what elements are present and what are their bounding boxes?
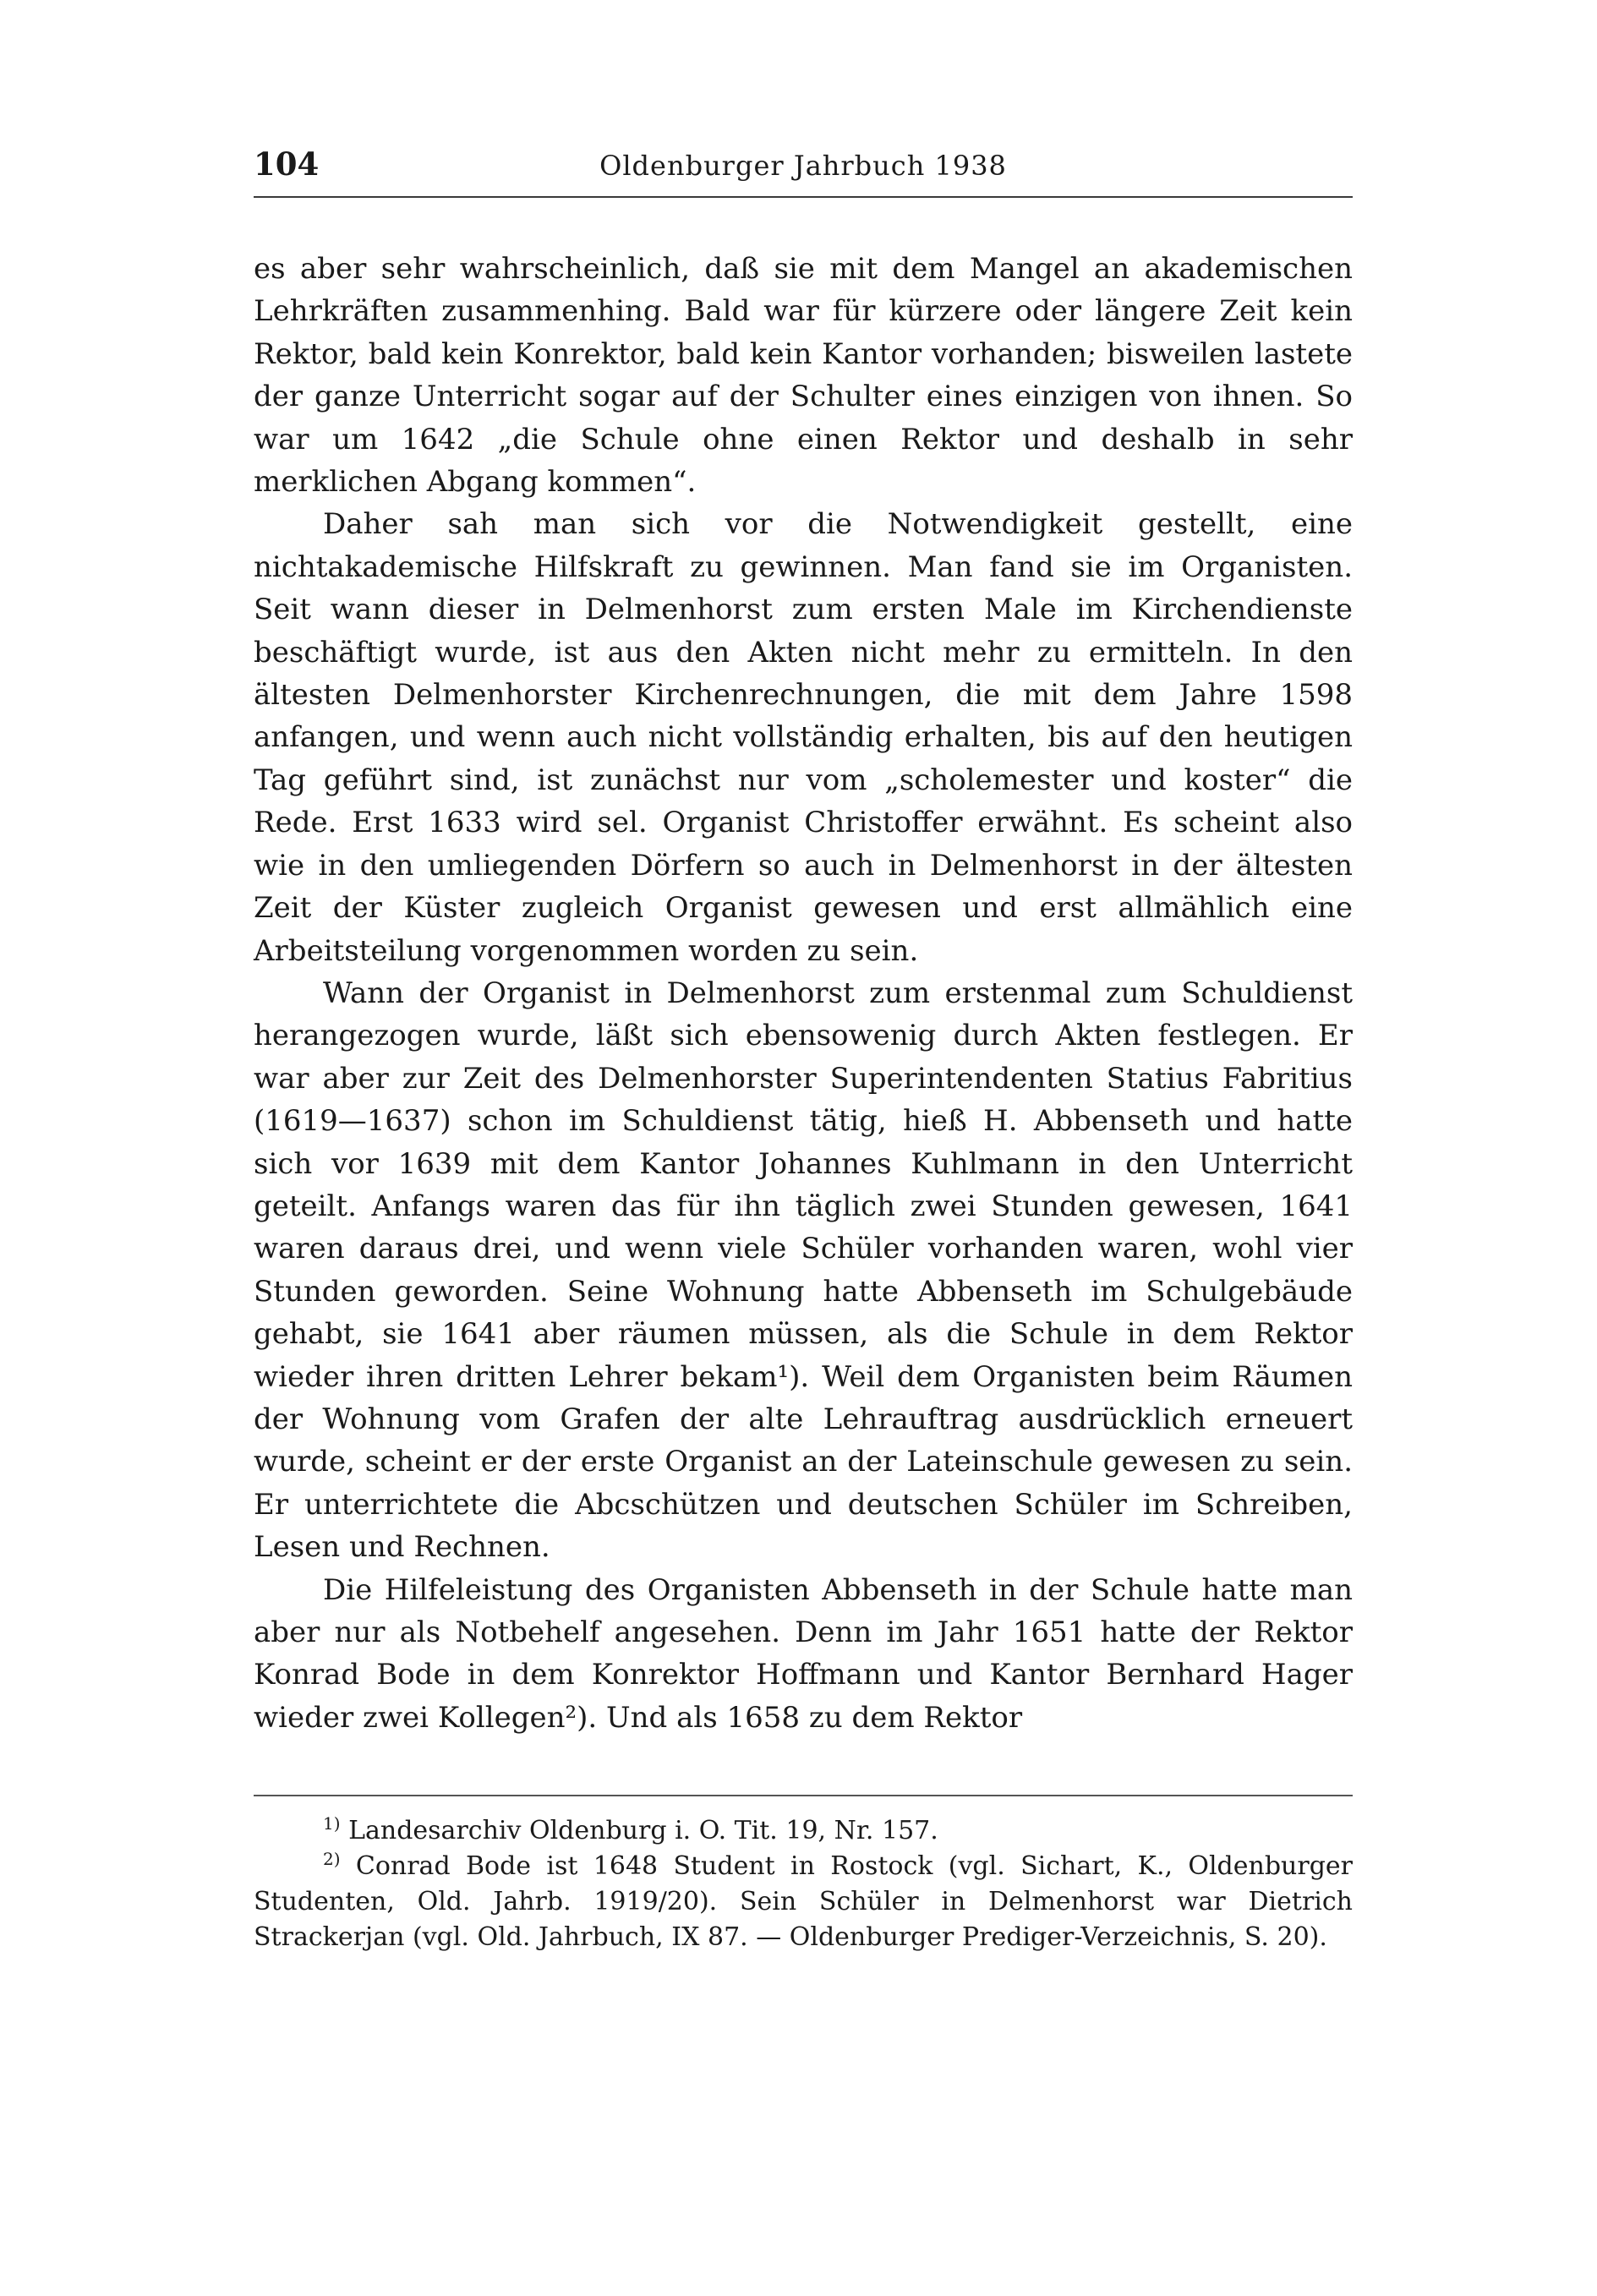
paragraph: Wann der Organist in Delmenhorst zum erstenmal zum Schuldienst herangezogen wurde, läßt sich ebensowenig durch Akten festlegen. Er war aber zur Zeit des Delmenhorster Superintendenten Statius Fabritius (1619—1637) schon im Schuldienst tätig, hieß H. Abbenseth und hatte sich vor 1639 mit dem Kantor Johannes Kuhlmann in den Unterricht geteilt. Anfangs waren das für ihn täglich zwei Stunden gewesen, 1641 waren daraus drei, und wenn viele Schüler vorhanden waren, wohl vier Stunden geworden. Seine Wohnung hatte Abbenseth im Schulgebäude gehabt, sie 1641 aber räumen müssen, als die Schule in dem Rektor wieder ihren dritten Lehrer bekam¹). Weil dem Organisten beim Räumen der Wohnung vom Grafen der alte Lehrauftrag ausdrücklich erneuert wurde, scheint er der erste Organist an der Lateinschule gewesen zu sein. Er unterrichtete die Abcschützen und deutschen Schüler im Schreiben, Lesen und Rechnen. [254, 976, 1353, 1565]
footnote-mark: 2) [323, 1849, 341, 1869]
journal-title: Oldenburger Jahrbuch 1938 [599, 150, 1007, 182]
page-number: 104 [254, 145, 320, 183]
footnote-rule [254, 1795, 1353, 1796]
running-head [254, 135, 1353, 186]
footnote [254, 1849, 1353, 1955]
footnote-text: Conrad Bode ist 1648 Student in Rostock (vgl. Sichart, K., Oldenburger Studenten, Old. Jahrb. 1919/20). Sein Schüler in Delmenhorst war Dietrich Strackerjan (vgl. Old. Jahrbuch, IX 87. — Oldenburger Prediger-Verzeichnis, S. 20). [254, 1851, 1353, 1952]
book-page [254, 135, 1353, 1952]
footnote [254, 1813, 1353, 1849]
footnote-text: Landesarchiv Oldenburg i. O. Tit. 19, Nr. 157. [348, 1816, 938, 1845]
body-text [254, 248, 1353, 1739]
footnote-mark: 1) [323, 1813, 341, 1834]
paragraph: Die Hilfeleistung des Organisten Abbenseth in der Schule hatte man aber nur als Notbehelf angesehen. Denn im Jahr 1651 hatte der Rektor Konrad Bode in dem Konrektor Hoffmann und Kantor Bernhard Hager wieder zwei Kollegen²). Und als 1658 zu dem Rektor [254, 1572, 1353, 1735]
paragraph-continuation: es aber sehr wahrscheinlich, daß sie mit dem Mangel an akademischen Lehrkräften zusammenhing. Bald war für kürzere oder längere Zeit kein Rektor, bald kein Konrektor, bald kein Kantor vorhanden; bisweilen lastete der ganze Unterricht sogar auf der Schulter eines einzigen von ihnen. So war um 1642 „die Schule ohne einen Rektor und deshalb in sehr merklichen Abgang kommen“. [254, 252, 1353, 500]
footnotes [254, 1813, 1353, 1955]
header-rule [254, 196, 1353, 198]
paragraph: Daher sah man sich vor die Notwendigkeit gestellt, eine nichtakademische Hilfskraft zu gewinnen. Man fand sie im Organisten. Seit wann dieser in Delmenhorst zum ersten Male im Kirchendienste beschäftigt wurde, ist aus den Akten nicht mehr zu ermitteln. In den ältesten Delmenhorster Kirchenrechnungen, die mit dem Jahre 1598 anfangen, und wenn auch nicht vollständig erhalten, bis auf den heutigen Tag geführt sind, ist zunächst nur vom „scholemester und koster“ die Rede. Erst 1633 wird sel. Organist Christoffer erwähnt. Es scheint also wie in den umliegenden Dörfern so auch in Delmenhorst in der ältesten Zeit der Küster zugleich Organist gewesen und erst allmählich eine Arbeitsteilung vorgenommen worden zu sein. [254, 507, 1353, 968]
